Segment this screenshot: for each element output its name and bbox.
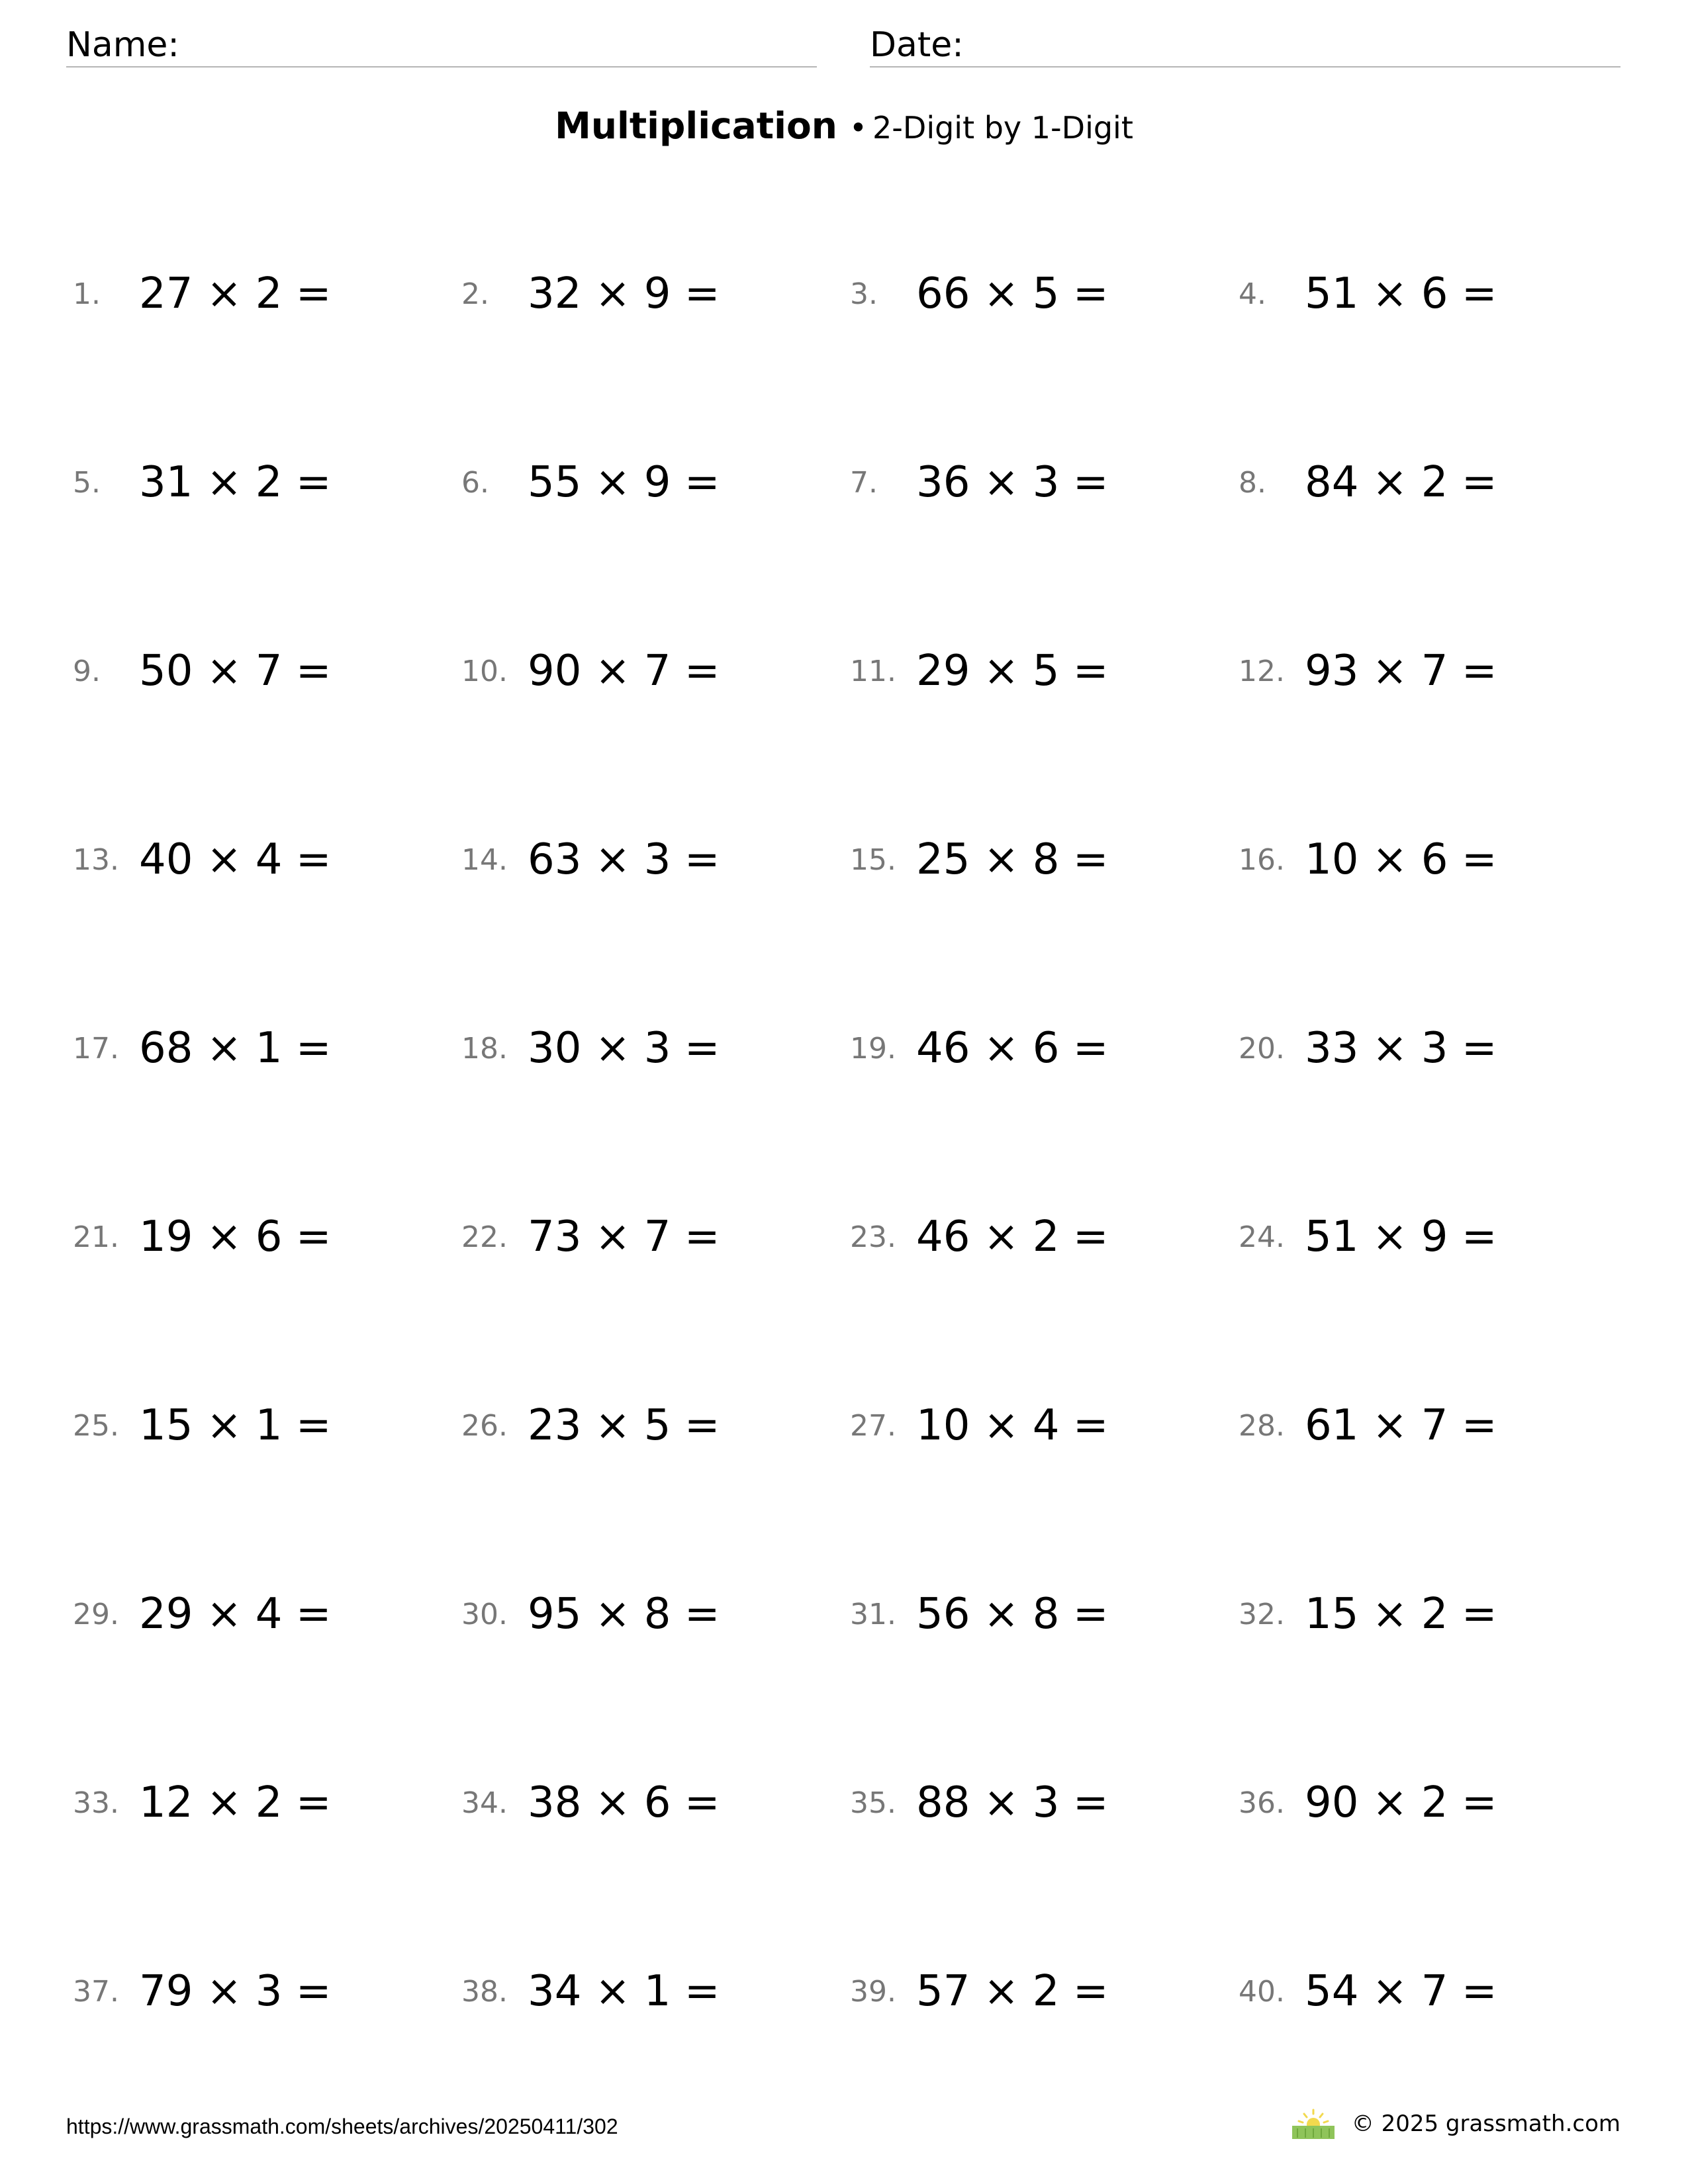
problem-number: 24. [1239,1220,1285,1254]
problem-number: 6. [461,465,489,500]
problem-item [1239,631,1627,711]
problem-item [1239,820,1627,899]
problem-number: 19. [850,1031,896,1066]
footer-copyright: © 2025 grassmath.com [1351,2111,1620,2137]
problem-item [1239,1386,1627,1465]
problem-number: 13. [73,842,119,877]
problem-expression: 88 × 3 = [916,1778,1109,1827]
problem-number: 23. [850,1220,896,1254]
problem-number: 39. [850,1974,896,2009]
problem-item [461,1386,850,1465]
title-separator: • [849,110,868,146]
problem-expression: 55 × 9 = [528,458,720,507]
problem-number: 18. [461,1031,508,1066]
problem-item [73,443,461,522]
problem-item [850,254,1239,334]
problem-number: 5. [73,465,101,500]
name-label: Name: [66,25,179,65]
problem-item [461,1197,850,1277]
problem-number: 40. [1239,1974,1285,2009]
date-field[interactable] [870,20,1620,68]
problem-expression: 93 × 7 = [1305,647,1497,696]
problem-expression: 34 × 1 = [528,1967,720,2016]
name-field[interactable] [66,20,817,68]
problem-number: 15. [850,842,896,877]
problem-expression: 25 × 8 = [916,835,1109,884]
problem-expression: 84 × 2 = [1305,458,1497,507]
problem-number: 16. [1239,842,1285,877]
problem-item [461,820,850,899]
problem-expression: 61 × 7 = [1305,1401,1497,1450]
problem-expression: 90 × 7 = [528,647,720,696]
problem-expression: 32 × 9 = [528,269,720,318]
problem-number: 17. [73,1031,119,1066]
problem-number: 1. [73,277,101,311]
problem-item [1239,443,1627,522]
problem-expression: 15 × 1 = [139,1401,332,1450]
problem-number: 20. [1239,1031,1285,1066]
problem-number: 3. [850,277,878,311]
problem-grid [73,254,1622,2147]
problem-expression: 73 × 7 = [528,1212,720,1261]
problem-expression: 10 × 4 = [916,1401,1109,1450]
problem-number: 8. [1239,465,1266,500]
problem-number: 31. [850,1597,896,1631]
problem-expression: 15 × 2 = [1305,1590,1497,1639]
problem-number: 34. [461,1786,508,1820]
footer-url: https://www.grassmath.com/sheets/archives/20250411/302 [66,2115,618,2138]
problem-item [73,1952,461,2031]
problem-number: 7. [850,465,878,500]
problem-number: 26. [461,1408,508,1443]
problem-expression: 90 × 2 = [1305,1778,1497,1827]
problem-number: 4. [1239,277,1266,311]
problem-number: 36. [1239,1786,1285,1820]
title-main: Multiplication [555,105,837,147]
problem-item [461,1009,850,1088]
problem-item [1239,1197,1627,1277]
problem-item [850,1574,1239,1654]
problem-item [461,1574,850,1654]
problem-number: 12. [1239,654,1285,688]
worksheet-title [0,105,1688,147]
problem-item [73,631,461,711]
problem-item [850,1952,1239,2031]
problem-item [73,820,461,899]
title-subtitle: 2-Digit by 1-Digit [872,110,1133,146]
problem-item [461,443,850,522]
problem-expression: 50 × 7 = [139,647,332,696]
footer-brand [1292,2109,1620,2139]
problem-expression: 95 × 8 = [528,1590,720,1639]
problem-item [850,1197,1239,1277]
problem-item [73,1763,461,1843]
problem-number: 9. [73,654,101,688]
problem-item [1239,1763,1627,1843]
problem-expression: 29 × 4 = [139,1590,332,1639]
problem-expression: 56 × 8 = [916,1590,1109,1639]
problem-expression: 46 × 6 = [916,1024,1109,1073]
problem-number: 21. [73,1220,119,1254]
problem-item [1239,1009,1627,1088]
problem-item [850,443,1239,522]
problem-item [461,631,850,711]
problem-item [850,631,1239,711]
problem-expression: 29 × 5 = [916,647,1109,696]
problem-item [850,820,1239,899]
problem-expression: 51 × 9 = [1305,1212,1497,1261]
problem-expression: 46 × 2 = [916,1212,1109,1261]
problem-number: 35. [850,1786,896,1820]
problem-item [73,1574,461,1654]
problem-item [850,1386,1239,1465]
problem-number: 27. [850,1408,896,1443]
problem-expression: 27 × 2 = [139,269,332,318]
problem-expression: 54 × 7 = [1305,1967,1497,2016]
problem-expression: 36 × 3 = [916,458,1109,507]
problem-item [461,1763,850,1843]
problem-expression: 23 × 5 = [528,1401,720,1450]
problem-expression: 79 × 3 = [139,1967,332,2016]
problem-item [1239,1952,1627,2031]
problem-item [461,254,850,334]
problem-number: 29. [73,1597,119,1631]
problem-expression: 57 × 2 = [916,1967,1109,2016]
problem-expression: 31 × 2 = [139,458,332,507]
problem-item [73,1197,461,1277]
problem-number: 2. [461,277,489,311]
problem-expression: 33 × 3 = [1305,1024,1497,1073]
problem-expression: 66 × 5 = [916,269,1109,318]
problem-expression: 51 × 6 = [1305,269,1497,318]
problem-item [73,1386,461,1465]
problem-item [850,1763,1239,1843]
problem-item [461,1952,850,2031]
problem-number: 30. [461,1597,508,1631]
problem-expression: 40 × 4 = [139,835,332,884]
problem-expression: 19 × 6 = [139,1212,332,1261]
problem-item [73,1009,461,1088]
problem-number: 33. [73,1786,119,1820]
problem-number: 38. [461,1974,508,2009]
problem-item [1239,254,1627,334]
problem-item [73,254,461,334]
problem-expression: 38 × 6 = [528,1778,720,1827]
date-label: Date: [870,25,964,65]
problem-item [850,1009,1239,1088]
problem-expression: 68 × 1 = [139,1024,332,1073]
problem-number: 28. [1239,1408,1285,1443]
problem-number: 14. [461,842,508,877]
problem-number: 11. [850,654,896,688]
problem-number: 22. [461,1220,508,1254]
problem-item [1239,1574,1627,1654]
problem-number: 37. [73,1974,119,2009]
problem-number: 10. [461,654,508,688]
problem-expression: 12 × 2 = [139,1778,332,1827]
sun-over-grass-icon [1292,2109,1335,2139]
problem-expression: 63 × 3 = [528,835,720,884]
problem-expression: 10 × 6 = [1305,835,1497,884]
problem-expression: 30 × 3 = [528,1024,720,1073]
problem-number: 32. [1239,1597,1285,1631]
problem-number: 25. [73,1408,119,1443]
